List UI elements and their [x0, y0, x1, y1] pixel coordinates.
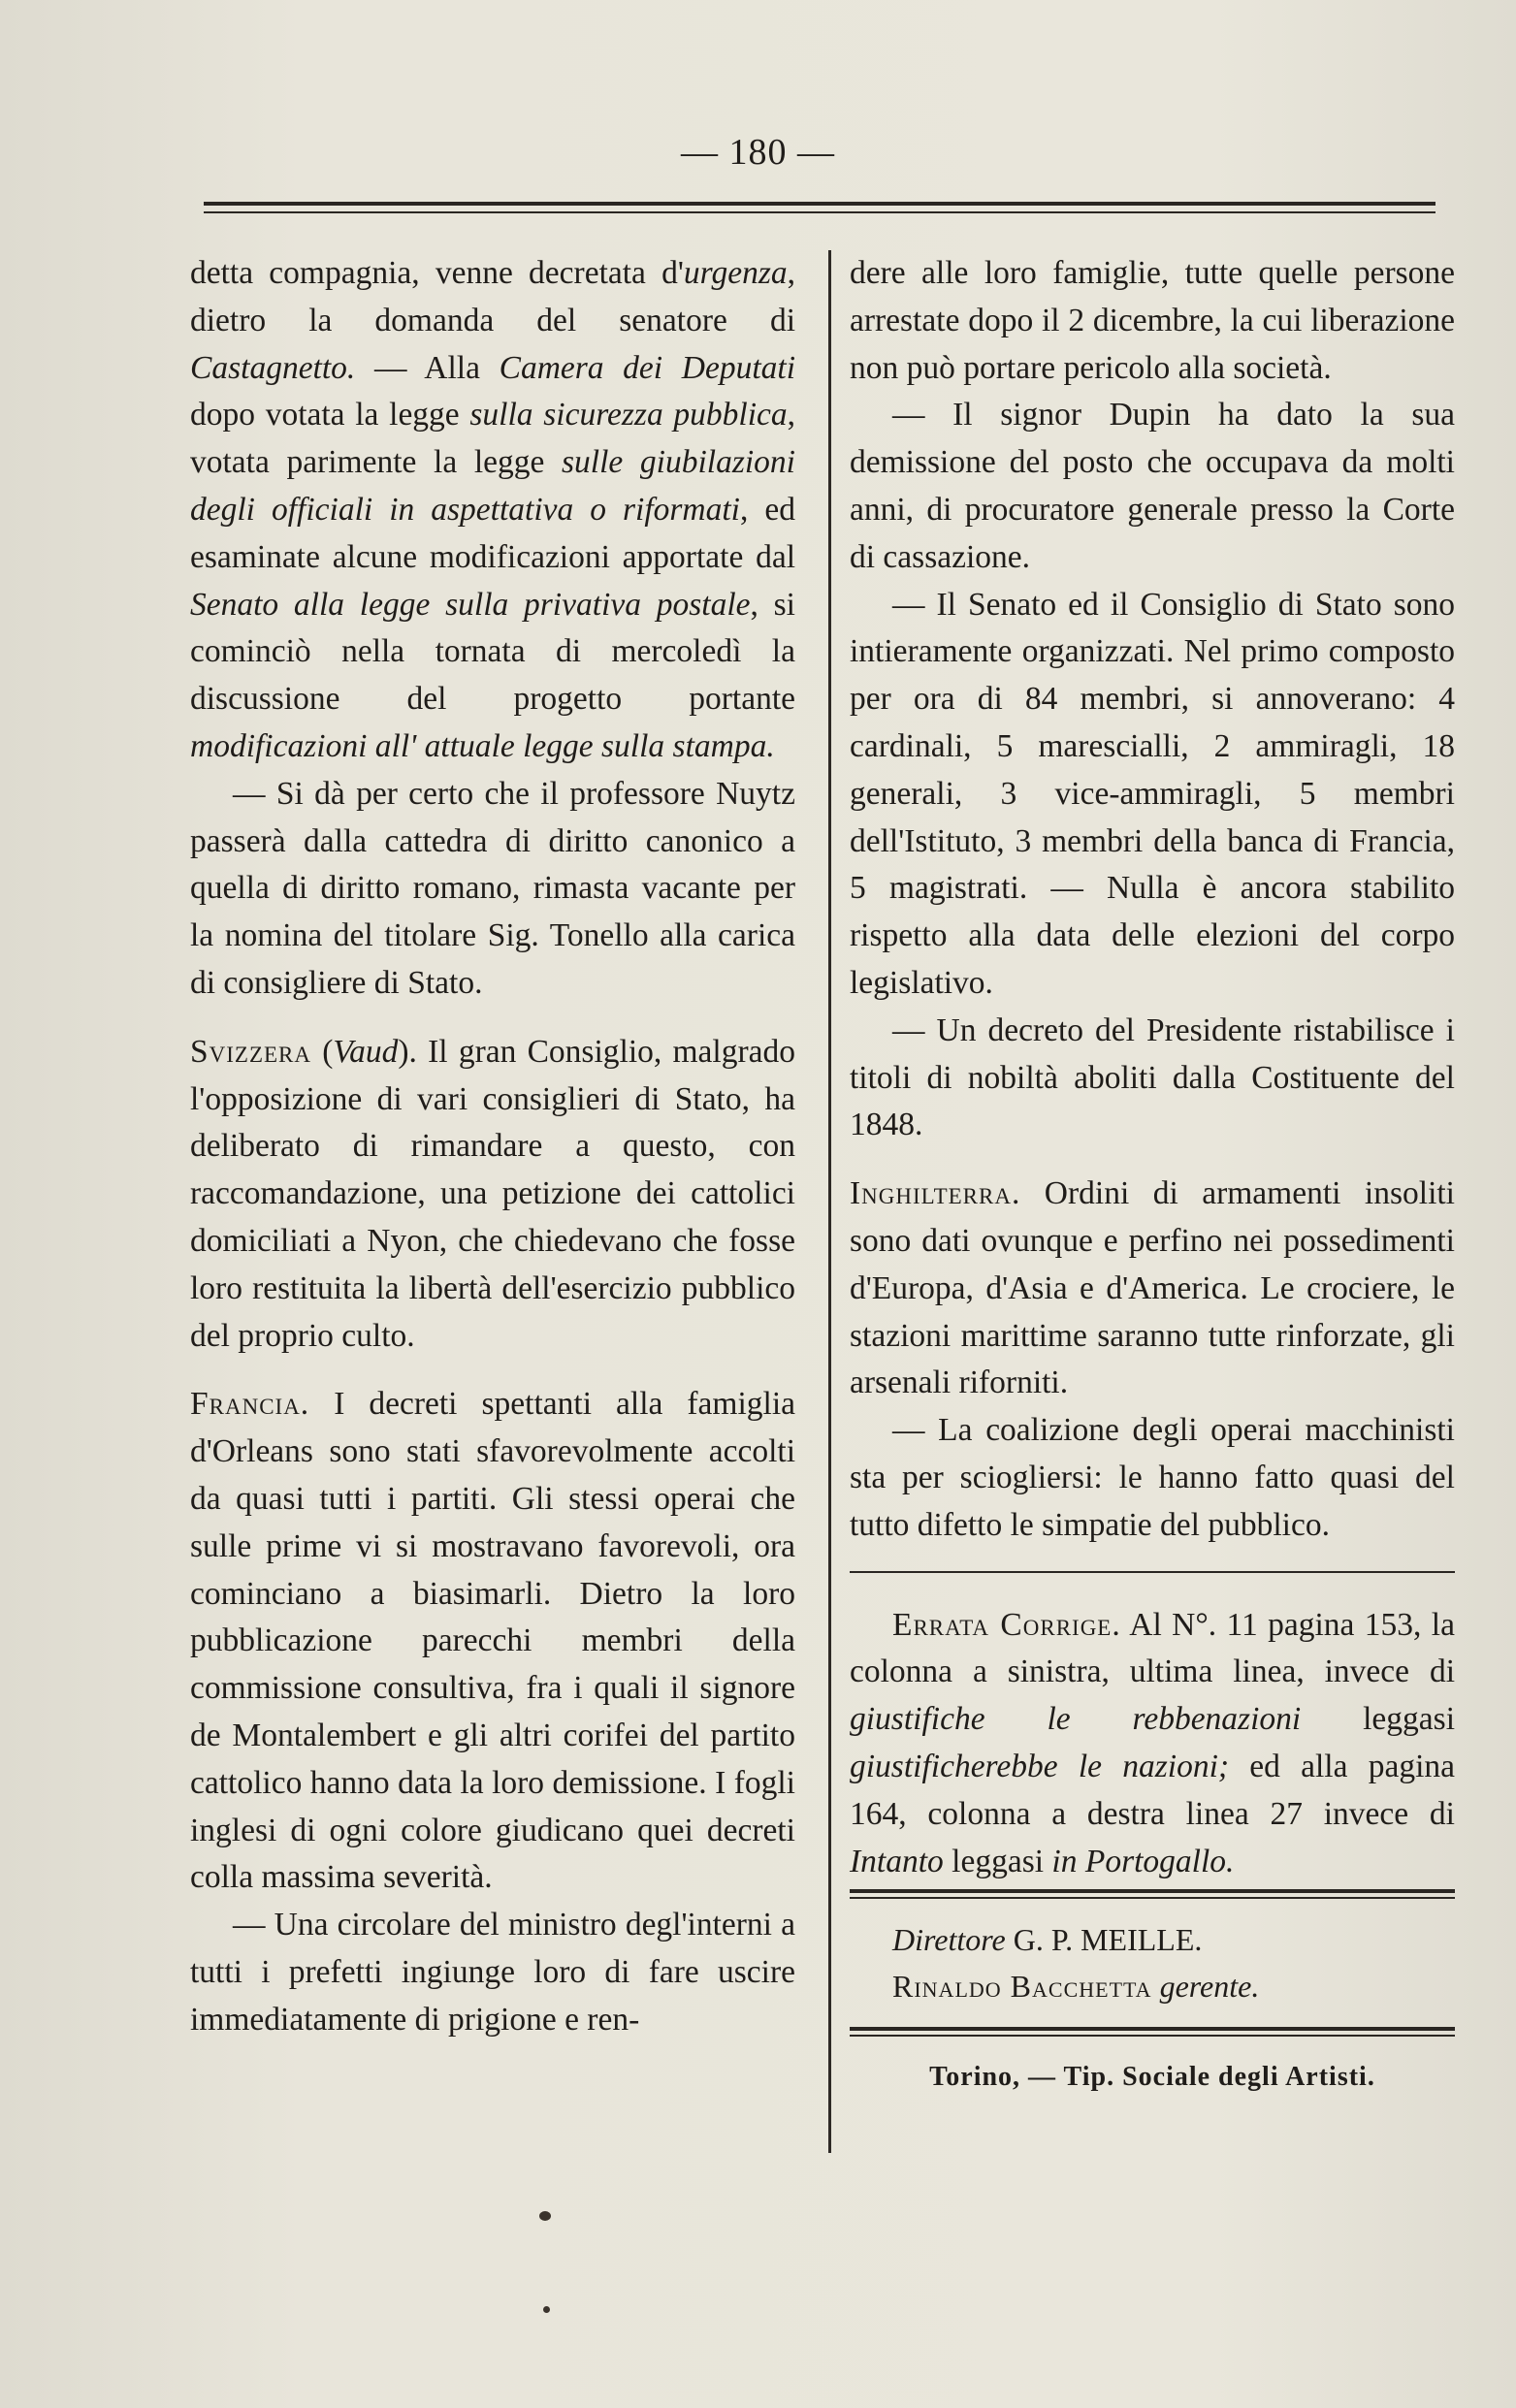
left-paragraph-parliament: detta compagnia, venne decretata d'urgenza, dietro la domanda del senatore di Castagnetto. — Alla Camera dei Deputati dopo votata la legge sulla sicurezza pubblica, votata parimente la legge sulle giubilazioni degli officiali in aspettativa o riformati, ed esaminate alcune modificazioni apportate dal Senato alla legge sulla privativa postale, si cominciò nella tornata di mercoledì la discussione del progetto portante modificazioni all' attuale legge sulla stampa. — [190, 255, 796, 764]
column-divider — [828, 250, 831, 2153]
errata-rule — [850, 1571, 1455, 1577]
director-line: Direttore G. P. MEILLE. — [892, 1922, 1203, 1958]
page-number: — 180 — — [681, 132, 835, 173]
right-paragraph-coalizione: — La coalizione degli operai macchinisti sta per sciogliersi: le hanno fatto quasi del tutto difetto le simpatie del pubblico. — [850, 1412, 1455, 1543]
errata-label: Errata Corrige. — [892, 1606, 1121, 1643]
left-paragraph-svizzera: Svizzera (Vaud). Il gran Consiglio, malgrado l'opposizione di vari consiglieri di Stato, ha deliberato di rimandare a questo, con raccomandazione, una petizione dei cattolici domiciliati a Nyon, che chiedevano che fosse loro restituita la libertà dell'esercizio pubblico del proprio culto. — [190, 1033, 795, 1354]
right-paragraph-decreto: — Un decreto del Presidente ristabilisce i titoli di nobiltà aboliti dalla Costituente del 1848. — [850, 1011, 1455, 1143]
right-paragraph-inghilterra: Inghilterra. Ordini di armamenti insoliti sono dati ovunque e perfino nei possedimenti d'Europa, d'Asia e d'America. Le crociere, le stazioni marittime saranno tutte rinforzate, gli arsenali riforniti. — [850, 1175, 1455, 1401]
left-column — [190, 250, 795, 2043]
ink-speck — [539, 2211, 551, 2221]
left-paragraph-nuytz: — Si dà per certo che il professore Nuytz passerà dalla cattedra di diritto canonico a quella di diritto romano, rimasta vacante per la nomina del titolare Sig. Tonello alla carica di consigliere di Stato. — [190, 775, 795, 1001]
credits-rule-top — [850, 1889, 1455, 1899]
section-label-francia: Francia. — [190, 1386, 310, 1423]
credits — [850, 1916, 1455, 2009]
credits-rule-bottom — [850, 2027, 1455, 2037]
left-paragraph-francia: Francia. I decreti spettanti alla famiglia d'Orleans sono stati sfavorevolmente accolti da quasi tutti i partiti. Gli stessi operai che sulle prime vi si mostravano favorevoli, ora cominciano a biasimarli. Dietro la loro pubblicazione parecchi membri della commissione consultiva, fra i quali il signore de Montalembert e gli altri corifei del partito cattolico hanno data la loro demissione. I fogli inglesi di ogni colore giudicano quei decreti colla massima severità. — [190, 1386, 795, 1896]
section-label-inghilterra: Inghilterra. — [850, 1175, 1021, 1212]
ink-speck — [543, 2306, 550, 2313]
header-double-rule — [204, 202, 1435, 213]
errata-corrige: Errata Corrige. Al N°. 11 pagina 153, la colonna a sinistra, ultima linea, invece di giustifiche le rebbenazioni leggasi giustificherebbe le nazioni; ed alla pagina 164, colonna a destra linea 27 invece di Intanto leggasi in Portogallo. — [850, 1606, 1456, 1879]
right-paragraph-senato: — Il Senato ed il Consiglio di Stato sono intieramente organizzati. Nel primo composto per ora di 84 membri, si annoverano: 4 cardinali, 5 marescialli, 2 ammiragli, 18 generali, 3 vice-ammiragli, 5 membri dell'Istituto, 3 membri della banca di Francia, 5 magistrati. — Nulla è ancora stabilito rispetto alla data delle elezioni del corpo legislativo. — [850, 586, 1455, 1001]
left-paragraph-circolare: — Una circolare del ministro degl'interni a tutti i prefetti ingiunge loro di fare uscire immediatamente di prigione e ren- — [190, 1907, 795, 2038]
manager-line: Rinaldo Bacchetta gerente. — [892, 1969, 1260, 2005]
right-column — [850, 250, 1455, 2102]
section-label-svizzera: Svizzera — [190, 1033, 311, 1070]
right-paragraph-dupin: — Il signor Dupin ha dato la sua demissione del posto che occupava da molti anni, di procuratore generale presso la Corte di cassazione. — [850, 397, 1455, 575]
right-paragraph-continuation: dere alle loro famiglie, tutte quelle persone arrestate dopo il 2 dicembre, la cui liberazione non può portare pericolo alla società. — [850, 255, 1455, 386]
printer-imprint: Torino, — Tip. Sociale degli Artisti. — [929, 2062, 1375, 2093]
